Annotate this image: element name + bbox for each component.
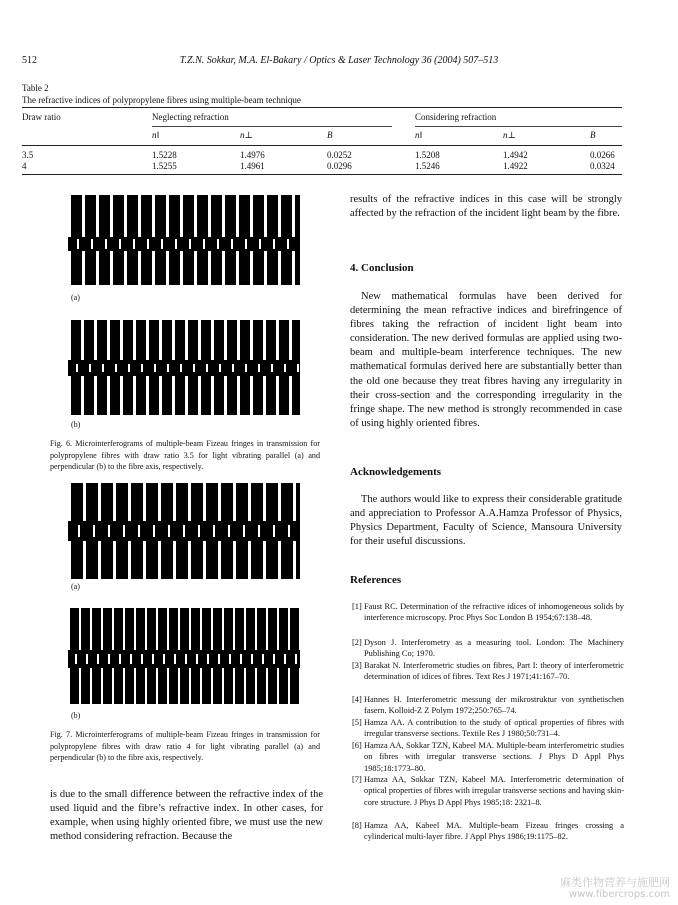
fig7a-interferogram (68, 483, 300, 579)
fig6a-interferogram (68, 195, 300, 285)
reference-text: Barakat N. Interferometric studies on fibres, Part I: theory of interferometric determination of idices of fibres. Text Res J 1971;41:167–70. (364, 661, 624, 682)
fig6a-label: (a) (71, 293, 80, 302)
acknowledgements-text: The authors would like to express their considerable gratitude and appreciation to Professor A.A.Hamza Professor of Physics, Physics Department, Faculty of Science, Mansoura University for their useful discussions. (350, 494, 622, 548)
sub-header-n-parallel-1: n‖ (152, 130, 160, 140)
reference-number: [7] (352, 775, 362, 784)
reference-item (352, 660, 624, 683)
reference-number: [2] (352, 638, 362, 647)
fig6b-label: (b) (71, 420, 81, 429)
reference-item (352, 694, 624, 717)
sub-header-b-2: B (590, 130, 596, 140)
page-number: 512 (22, 55, 37, 66)
reference-item (352, 601, 624, 624)
watermark-url: www.fibercrops.com (568, 889, 670, 900)
fig7b-interferogram (68, 608, 300, 704)
table-cell: 3.5 (22, 150, 34, 160)
sub-header-n-parallel-2: n‖ (415, 130, 423, 140)
sub-header-n-perp-1: n⊥ (240, 130, 253, 140)
col-header-draw-ratio: Draw ratio (22, 112, 61, 122)
table-title: The refractive indices of polypropylene fibres using multiple-beam technique (22, 95, 301, 105)
references-heading: References (350, 574, 402, 586)
sub-header-b-1: B (327, 130, 333, 140)
watermark-title: 麻类作物营养与施肥网 (560, 876, 670, 889)
table-cell: 1.4922 (503, 161, 528, 171)
reference-number: [5] (352, 718, 362, 727)
table-header-rule (22, 145, 622, 146)
table-cell: 1.5255 (152, 161, 177, 171)
table-cell: 0.0296 (327, 161, 352, 171)
conclusion-text: New mathematical formulas have been derived for determining the mean refractive indices and birefringence of fibres taking the refraction of incident light beam into consideration. The new derived formulas are applied using two-beam and multiple-beam interference techniques. The new mathematical formulas derived here are substantially better than the old one because they treat fibres having any irregularity in their cross-section and the corresponding irregularity in the fringe shape. The new method is strongly recommended in case of using highly oriented fibres. (350, 291, 622, 429)
reference-number: [3] (352, 661, 362, 670)
table-cell: 1.5228 (152, 150, 177, 160)
running-head: T.Z.N. Sokkar, M.A. El-Bakary / Optics & Laser Technology 36 (2004) 507–513 (179, 55, 499, 66)
table-cell: 1.5246 (415, 161, 440, 171)
reference-item (352, 637, 624, 660)
table-cell: 4 (22, 161, 27, 171)
fig7b-label: (b) (71, 711, 81, 720)
table-cell: 1.5208 (415, 150, 440, 160)
reference-number: [8] (352, 821, 362, 830)
right-body-text: results of the refractive indices in this case will be strongly affected by the refraction of the incident light beam by the fibre. (350, 194, 622, 220)
reference-number: [1] (352, 602, 362, 611)
table-cell: 0.0324 (590, 161, 615, 171)
table-label: Table 2 (22, 83, 49, 93)
conclusion-heading: 4. Conclusion (350, 262, 414, 274)
table-caption (22, 82, 301, 106)
reference-text: Hamza AA, Sokkar TZN, Kabeel MA. Interferometric determination of optical properties of fibres with irregular transverse sections and having skin-core structure. J Phys D Appl Phys 1985;18: 2321–8. (364, 775, 624, 807)
group-rule-considering (415, 126, 622, 127)
table-cell: 0.0266 (590, 150, 615, 160)
fig7a-label: (a) (71, 582, 80, 591)
left-body-text: is due to the small difference between the refractive index of the used liquid and the fibre’s refractive index. In other cases, for example, when using highly oriented fibre, we must use the new method considering refraction. Because the (50, 789, 323, 843)
reference-number: [6] (352, 741, 362, 750)
fig6b-interferogram (68, 320, 300, 415)
reference-item (352, 740, 624, 774)
table-cell: 1.4976 (240, 150, 265, 160)
reference-number: [4] (352, 695, 362, 704)
table-cell: 0.0252 (327, 150, 352, 160)
fig7-caption: Fig. 7. Microinterferograms of multiple-beam Fizeau fringes in transmission for polypropylene fibres with draw ratio 4 for light vibrating parallel (a) and perpendicular (b) to the fibre axis, respectively. (50, 730, 320, 763)
reference-item (352, 717, 624, 740)
table-cell: 1.4942 (503, 150, 528, 160)
group-header-considering: Considering refraction (415, 112, 497, 122)
reference-text: Hamza AA, Kabeel MA. Multiple-beam Fizeau fringes crossing a cylinderical multi-layer fibre. J Appl Phys 1986;19:1175–82. (364, 821, 624, 842)
group-rule-neglecting (152, 126, 392, 127)
fig6-caption: Fig. 6. Microinterferograms of multiple-beam Fizeau fringes in transmission for polypropylene fibres with draw ratio 3.5 for light vibrating parallel (a) and perpendicular (b) to the fibre axis, respectively. (50, 439, 320, 472)
acknowledgements-heading: Acknowledgements (350, 466, 442, 478)
reference-text: Faust RC. Determination of the refractive idices of inhomogeneous solids by interference microscopy. Proc Phys Soc London B 1954;67:138–48. (364, 602, 624, 623)
table-bottom-rule (22, 174, 622, 175)
reference-item (352, 774, 624, 808)
reference-text: Hamza AA. A contribution to the study of optical properties of fibres with irregular transverse sections. Textile Res J 1980;50:731–4. (364, 718, 624, 739)
table-top-rule (22, 107, 622, 108)
reference-text: Hamza AA, Sokkar TZN, Kabeel MA. Multiple-beam interferometric studies on fibres with irregular transverse sections. J Phys D Appl Phys 1985;18:1773–80. (364, 741, 624, 773)
reference-text: Dyson J. Interferometry as a measuring tool. London: The Machinery Publishing Co; 1970. (364, 638, 624, 659)
group-header-neglecting: Neglecting refraction (152, 112, 229, 122)
reference-text: Hannes H. Interferometric messung der mikrostruktur von synthetischen fasern. Kolloid-Z Z Polym 1972;250:765–74. (364, 695, 624, 716)
reference-item (352, 820, 624, 843)
sub-header-n-perp-2: n⊥ (503, 130, 516, 140)
table-cell: 1.4961 (240, 161, 265, 171)
